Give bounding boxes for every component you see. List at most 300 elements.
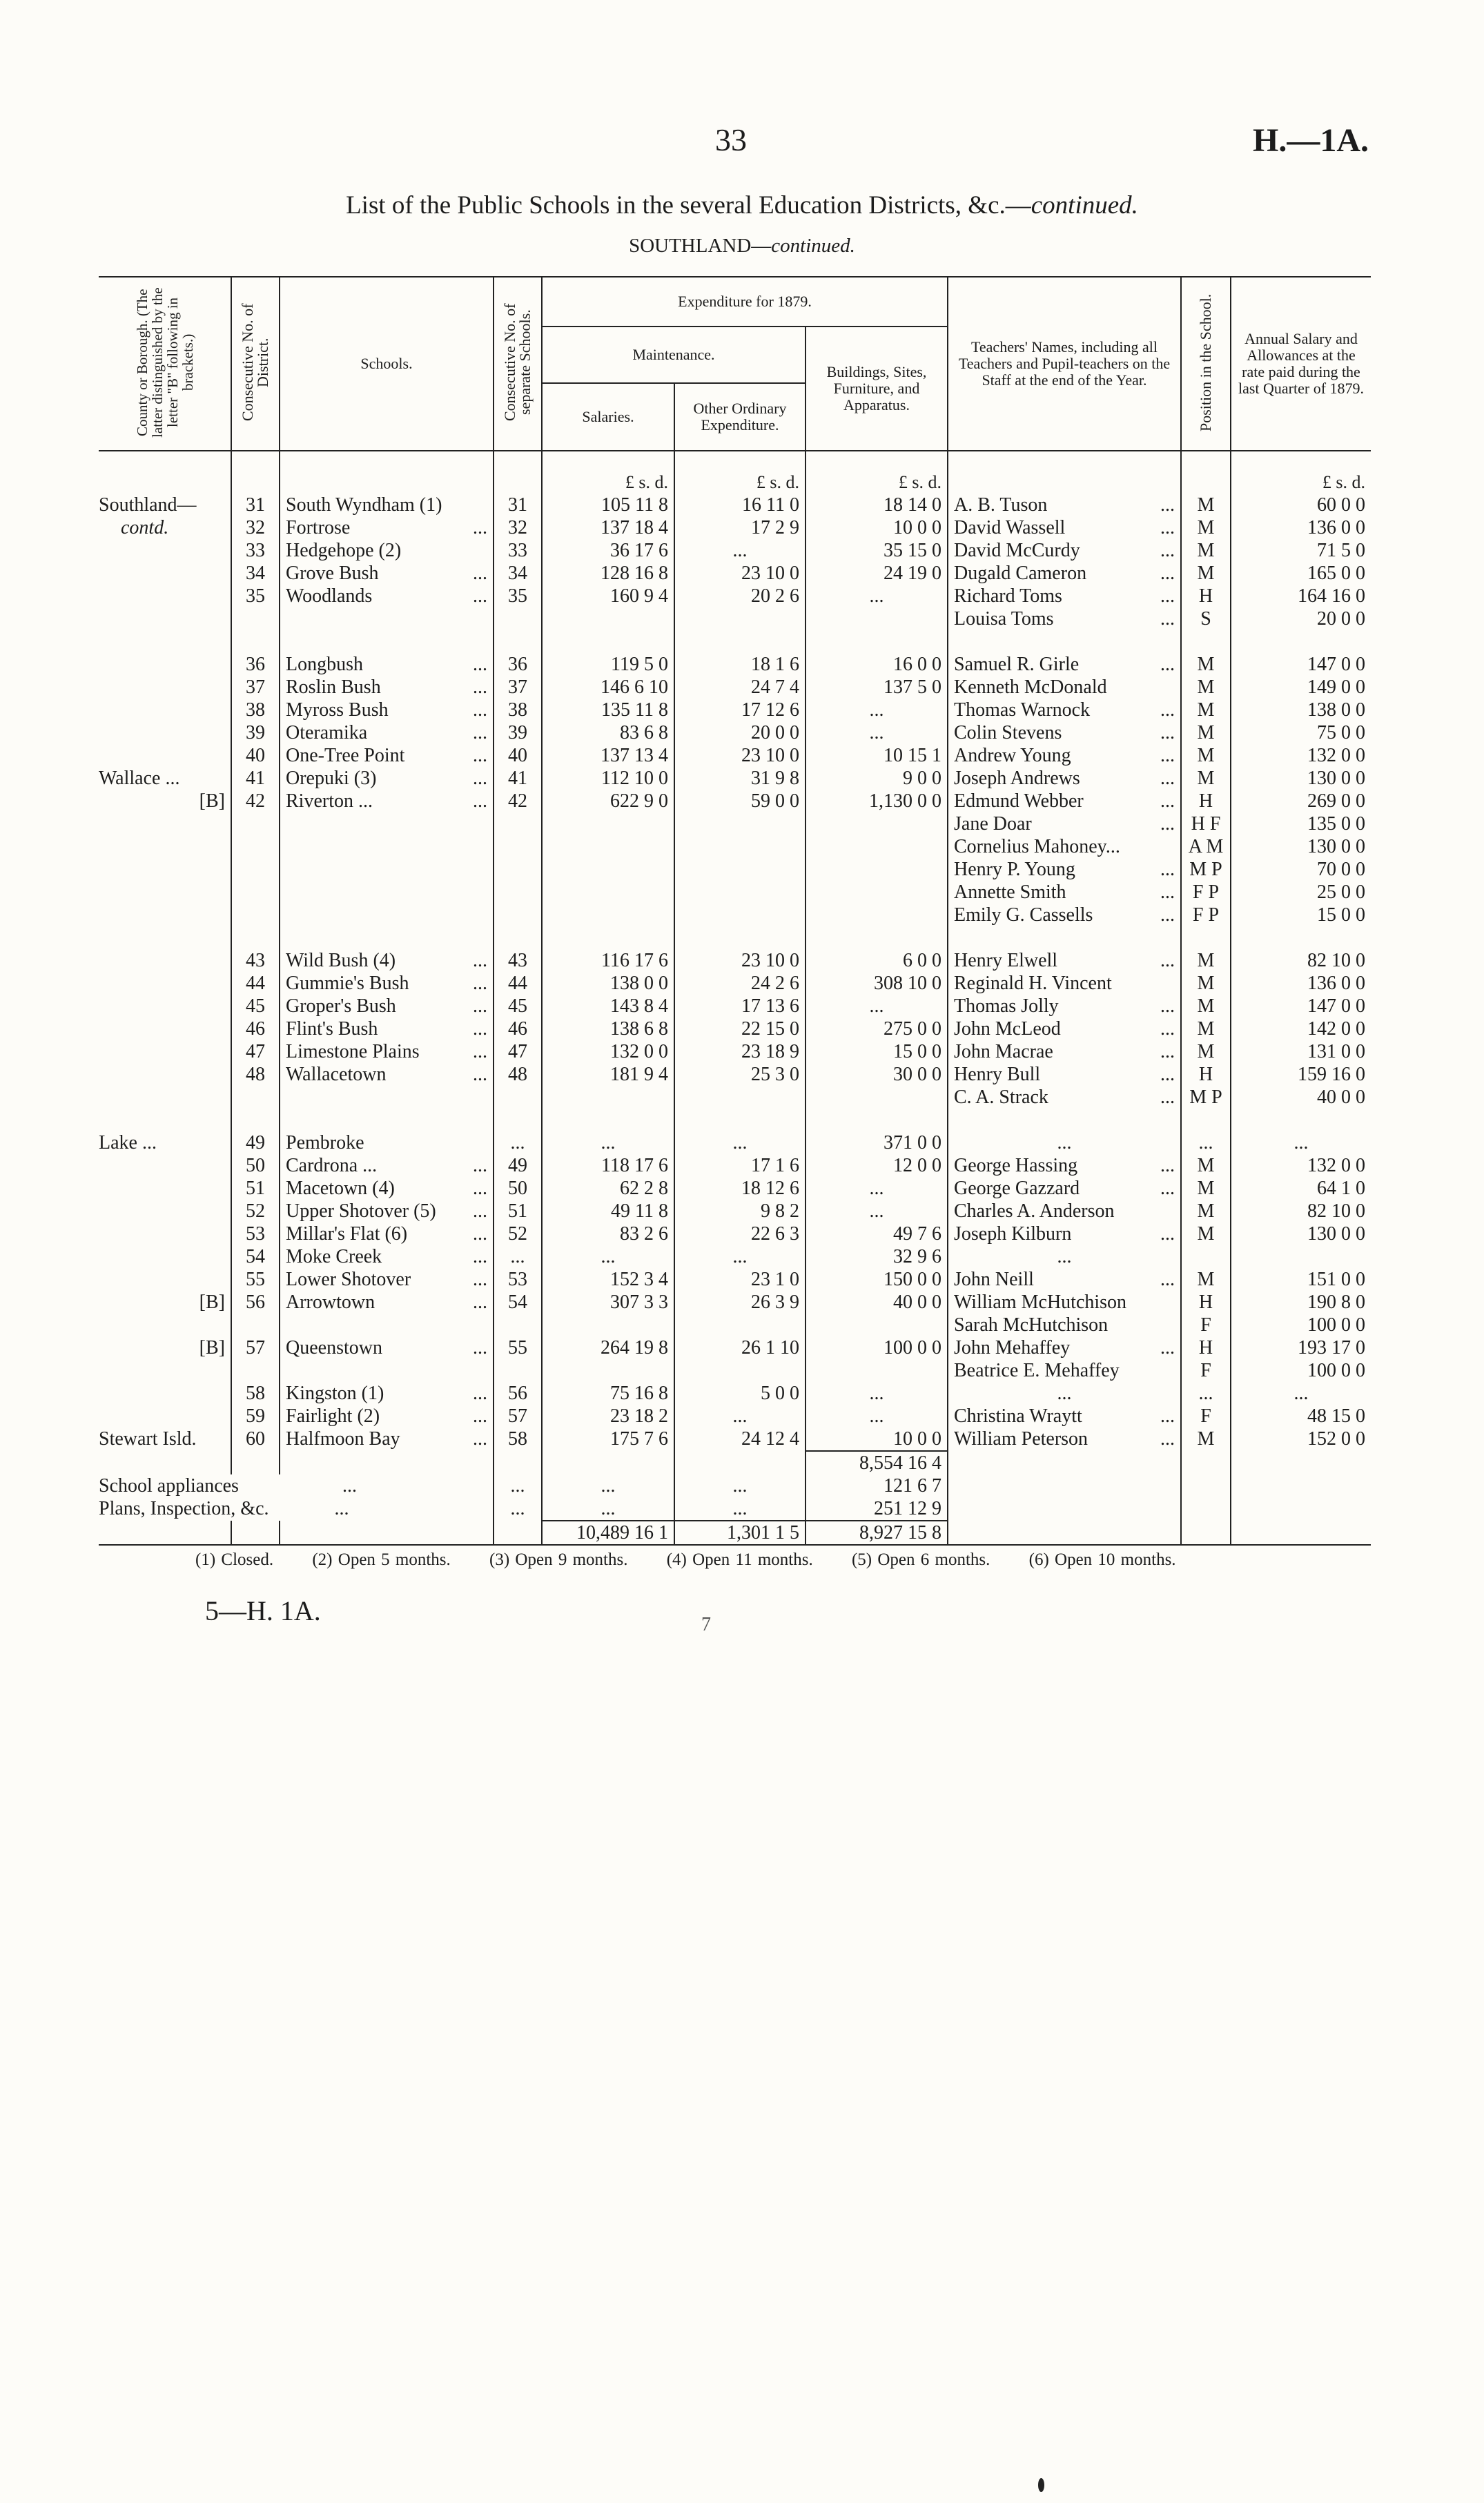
separate-no-cell: 53 <box>508 1269 527 1290</box>
annual-salary-cell: 82 10 0 <box>1307 1200 1365 1222</box>
dots: ... <box>1160 1223 1175 1245</box>
plans-sep-no: ... <box>494 1497 542 1521</box>
dots: ... <box>1160 654 1175 675</box>
units-spacer <box>494 451 542 494</box>
position-cell: A M <box>1188 836 1224 857</box>
annual-salary-cell: 131 0 0 <box>1307 1041 1365 1062</box>
table-row <box>99 1428 1371 1451</box>
teacher-name-cell: William McHutchison <box>954 1292 1127 1313</box>
title-text: List of the Public Schools in the several Education Districts, &c.— <box>346 191 1031 220</box>
table-row <box>99 1382 1371 1405</box>
other-expenditure-cell: 22 15 0 <box>741 1018 799 1040</box>
table-row <box>99 835 1371 858</box>
table-row <box>99 1291 1371 1314</box>
table-row <box>99 904 1371 926</box>
school-name-cell: South Wyndham (1) <box>286 494 442 516</box>
other-expenditure-cell: 17 2 9 <box>751 517 799 538</box>
county-cell: [B] <box>199 1337 225 1358</box>
appliances-salaries: ... <box>542 1474 674 1497</box>
separate-no-cell: 36 <box>508 654 527 675</box>
other-expenditure-cell: 23 10 0 <box>741 950 799 971</box>
buildings-cell: 100 0 0 <box>883 1337 941 1358</box>
separate-no-cell: 50 <box>508 1178 527 1199</box>
dots: ... <box>473 995 487 1017</box>
teacher-name-cell: ... <box>1057 1383 1072 1404</box>
school-name-cell: Roslin Bush <box>286 676 381 698</box>
salaries-cell: 132 0 0 <box>610 1041 668 1062</box>
other-expenditure-cell: 20 2 6 <box>751 585 799 607</box>
sheet-mark: 5—H. 1A. <box>205 1595 321 1626</box>
dots: ... <box>473 1200 487 1222</box>
annual-salary-cell: 190 8 0 <box>1307 1292 1365 1313</box>
dots: ... <box>473 950 487 971</box>
salaries-cell: 119 5 0 <box>611 654 668 675</box>
dots: ... <box>473 699 487 721</box>
dots: ... <box>473 1246 487 1267</box>
subtitle-region: SOUTHLAND— <box>629 235 772 257</box>
table-row <box>99 1154 1371 1177</box>
other-expenditure-cell: 25 3 0 <box>751 1064 799 1085</box>
annual-salary-cell: 100 0 0 <box>1307 1360 1365 1381</box>
footnote: (4) Open 11 months. <box>666 1550 813 1569</box>
header-expenditure: Expenditure for 1879. <box>542 277 948 327</box>
buildings-cell: 150 0 0 <box>883 1269 941 1290</box>
units-other: £ s. d. <box>674 451 806 494</box>
district-no-cell: 53 <box>246 1223 265 1245</box>
district-no-cell: 32 <box>246 517 265 538</box>
separate-no-cell: 32 <box>508 517 527 538</box>
annual-salary-cell: 165 0 0 <box>1307 563 1365 584</box>
dots: ... <box>473 722 487 743</box>
annual-salary-cell: 136 0 0 <box>1307 973 1365 994</box>
annual-salary-cell: 135 0 0 <box>1307 813 1365 835</box>
separate-no-cell: 51 <box>508 1200 527 1222</box>
annual-salary-cell: 147 0 0 <box>1307 654 1365 675</box>
plans-salaries: ... <box>542 1497 674 1521</box>
salaries-cell: ... <box>601 1246 616 1267</box>
table-row <box>99 1405 1371 1428</box>
district-no-cell: 34 <box>246 563 265 584</box>
annual-salary-cell: 130 0 0 <box>1307 1223 1365 1245</box>
county-cell: Wallace ... <box>99 768 180 789</box>
document-reference: H.—1A. <box>1253 122 1369 159</box>
teacher-name-cell: Thomas Warnock <box>954 699 1091 721</box>
school-name-cell: Groper's Bush <box>286 995 396 1017</box>
page-subtitle <box>0 235 1484 257</box>
other-expenditure-cell: 23 18 9 <box>741 1041 799 1062</box>
county-cell: [B] <box>199 790 225 812</box>
salaries-cell: 137 18 4 <box>601 517 668 538</box>
annual-salary-cell: 130 0 0 <box>1307 836 1365 857</box>
position-cell: S <box>1200 608 1211 630</box>
school-name-cell: Fairlight (2) <box>286 1405 380 1427</box>
table-row <box>99 1336 1371 1359</box>
school-name-cell: Woodlands <box>286 585 373 607</box>
dots: ... <box>473 1405 487 1427</box>
table-footer <box>99 1451 1371 1547</box>
page-number: 33 <box>715 122 747 157</box>
buildings-cell: 30 0 0 <box>893 1064 941 1085</box>
page-title <box>0 191 1484 220</box>
teacher-name-cell: Emily G. Cassells <box>954 904 1093 926</box>
annual-salary-cell: 48 15 0 <box>1307 1405 1365 1427</box>
salaries-cell: 181 9 4 <box>610 1064 668 1085</box>
teacher-name-cell: ... <box>1057 1246 1072 1267</box>
position-cell: H <box>1198 790 1213 812</box>
buildings-cell: 49 7 6 <box>893 1223 941 1245</box>
dots: ... <box>1160 517 1175 538</box>
district-no-cell: 60 <box>246 1428 265 1450</box>
annual-salary-cell: 164 16 0 <box>1298 585 1365 607</box>
separate-no-cell: 34 <box>508 563 527 584</box>
dots: ... <box>473 1383 487 1404</box>
table-row <box>99 1063 1371 1086</box>
table-row <box>99 790 1371 812</box>
position-cell: F P <box>1192 904 1220 926</box>
other-expenditure-cell: ... <box>732 1246 748 1267</box>
dots: ... <box>1160 950 1175 971</box>
buildings-cell: 1,130 0 0 <box>869 790 941 812</box>
buildings-cell: 18 14 0 <box>883 494 941 516</box>
position-cell: ... <box>1198 1383 1213 1404</box>
buildings-cell: 308 10 0 <box>874 973 941 994</box>
position-cell: M <box>1197 1269 1215 1290</box>
dots: ... <box>1160 608 1175 630</box>
other-expenditure-cell: 9 8 2 <box>761 1200 799 1222</box>
school-name-cell: Longbush <box>286 654 363 675</box>
separate-no-cell: ... <box>510 1132 525 1153</box>
dots: ... <box>473 585 487 607</box>
position-cell: M <box>1197 494 1215 516</box>
units-annual: £ s. d. <box>1231 451 1371 494</box>
table-row <box>99 812 1371 835</box>
footnote: (3) Open 9 months. <box>489 1550 628 1569</box>
other-expenditure-cell: 17 13 6 <box>741 995 799 1017</box>
teacher-name-cell: John Mehaffey <box>954 1337 1071 1358</box>
dots: ... <box>1160 1337 1175 1358</box>
teacher-name-cell: Charles A. Anderson <box>954 1200 1115 1222</box>
school-name-cell: Pembroke <box>286 1132 364 1153</box>
other-expenditure-cell: 24 2 6 <box>751 973 799 994</box>
schools-table <box>99 276 1371 1547</box>
header-schools: Schools. <box>280 277 494 451</box>
teacher-name-cell: John McLeod <box>954 1018 1061 1040</box>
school-name-cell: Grove Bush <box>286 563 379 584</box>
table-row <box>99 653 1371 676</box>
buildings-cell: 10 0 0 <box>893 517 941 538</box>
annual-salary-cell: 100 0 0 <box>1307 1314 1365 1336</box>
school-name-cell: Orepuki (3) <box>286 768 377 789</box>
dots: ... <box>1160 1041 1175 1062</box>
dots: ... <box>1160 563 1175 584</box>
salaries-cell: 146 6 10 <box>601 676 668 698</box>
dots: ... <box>473 1155 487 1176</box>
units-spacer <box>280 451 494 494</box>
buildings-cell: 10 15 1 <box>883 745 941 766</box>
separate-no-cell: 45 <box>508 995 527 1017</box>
dots: ... <box>473 1018 487 1040</box>
salaries-cell: 105 11 8 <box>601 494 668 516</box>
subtitle-continued: continued. <box>771 235 855 257</box>
buildings-cell: ... <box>869 1200 884 1222</box>
header-separate-no: Consecutive No. of separate Schools. <box>494 277 542 451</box>
buildings-cell: 275 0 0 <box>883 1018 941 1040</box>
district-no-cell: 33 <box>246 540 265 561</box>
annual-salary-cell: 20 0 0 <box>1317 608 1365 630</box>
annual-salary-cell: 142 0 0 <box>1307 1018 1365 1040</box>
dots: ... <box>1160 904 1175 926</box>
separate-no-cell: 44 <box>508 973 527 994</box>
plans-label: Plans, Inspection, &c. ... <box>99 1498 349 1519</box>
dots: ... <box>1160 722 1175 743</box>
separate-no-cell: 55 <box>508 1337 527 1358</box>
table-row <box>99 1017 1371 1040</box>
teacher-name-cell: Andrew Young <box>954 745 1071 766</box>
school-name-cell: Riverton ... <box>286 790 373 812</box>
row-spacer <box>99 1109 1371 1131</box>
school-name-cell: Cardrona ... <box>286 1155 378 1176</box>
dots: ... <box>473 1041 487 1062</box>
header-other-expenditure: Other Ordinary Expenditure. <box>674 383 806 451</box>
separate-no-cell: 56 <box>508 1383 527 1404</box>
dots: ... <box>473 563 487 584</box>
position-cell: M <box>1197 1200 1215 1222</box>
school-name-cell: Millar's Flat (6) <box>286 1223 408 1245</box>
header-annual-salary: Annual Salary and Allowances at the rate paid during the last Quarter of 1879. <box>1231 277 1371 451</box>
buildings-cell: 35 15 0 <box>883 540 941 561</box>
table-row <box>99 1086 1371 1109</box>
dots: ... <box>1160 768 1175 789</box>
dots: ... <box>1160 1064 1175 1085</box>
position-cell: M <box>1197 699 1215 721</box>
annual-salary-cell: 132 0 0 <box>1307 745 1365 766</box>
stray-mark: 7 <box>701 1614 711 1635</box>
table-row <box>99 1245 1371 1268</box>
table-row <box>99 995 1371 1017</box>
annual-salary-cell: 130 0 0 <box>1307 768 1365 789</box>
teacher-name-cell: Beatrice E. Mehaffey <box>954 1360 1120 1381</box>
units-spacer <box>1181 451 1231 494</box>
table-bottom-rule <box>99 1545 1371 1547</box>
table-row <box>99 539 1371 562</box>
position-cell: M <box>1197 517 1215 538</box>
buildings-cell: ... <box>869 1178 884 1199</box>
dots: ... <box>1160 1405 1175 1427</box>
buildings-cell: 371 0 0 <box>883 1132 941 1153</box>
footnote: (1) Closed. <box>195 1550 274 1569</box>
separate-no-cell: ... <box>510 1246 525 1267</box>
salaries-cell: 112 10 0 <box>601 768 668 789</box>
county-cell: contd. <box>121 517 169 538</box>
buildings-cell: 40 0 0 <box>893 1292 941 1313</box>
buildings-cell: ... <box>869 1405 884 1427</box>
school-name-cell: Wallacetown <box>286 1064 387 1085</box>
other-expenditure-cell: 22 6 3 <box>751 1223 799 1245</box>
annual-salary-cell: 60 0 0 <box>1317 494 1365 516</box>
annual-salary-cell: 138 0 0 <box>1307 699 1365 721</box>
teacher-name-cell: Henry Elwell <box>954 950 1058 971</box>
position-cell: M <box>1197 1041 1215 1062</box>
annual-salary-cell: 132 0 0 <box>1307 1155 1365 1176</box>
salaries-cell: 75 16 8 <box>610 1383 668 1404</box>
teacher-name-cell: John Neill <box>954 1269 1034 1290</box>
district-no-cell: 35 <box>246 585 265 607</box>
district-no-cell: 49 <box>246 1132 265 1153</box>
salaries-cell: 138 0 0 <box>610 973 668 994</box>
separate-no-cell: 48 <box>508 1064 527 1085</box>
header-teachers: Teachers' Names, including all Teachers and Pupil-teachers on the Staff at the end of the Year. <box>948 277 1181 451</box>
school-name-cell: Fortrose <box>286 517 351 538</box>
plans-buildings: 251 12 9 <box>806 1497 948 1521</box>
table-row <box>99 676 1371 699</box>
school-name-cell: Kingston (1) <box>286 1383 384 1404</box>
footnote: (2) Open 5 months. <box>312 1550 451 1569</box>
teacher-name-cell: Christina Wraytt <box>954 1405 1082 1427</box>
district-no-cell: 48 <box>246 1064 265 1085</box>
dots: ... <box>473 1064 487 1085</box>
teacher-name-cell: ... <box>1057 1132 1072 1153</box>
salaries-cell: 23 18 2 <box>610 1405 668 1427</box>
separate-no-cell: 41 <box>508 768 527 789</box>
county-cell: Stewart Isld. <box>99 1428 197 1450</box>
school-name-cell: Gummie's Bush <box>286 973 409 994</box>
annual-salary-cell: 15 0 0 <box>1317 904 1365 926</box>
separate-no-cell: 35 <box>508 585 527 607</box>
annual-salary-cell: ... <box>1293 1383 1309 1404</box>
separate-no-cell: 40 <box>508 745 527 766</box>
separate-no-cell: 33 <box>508 540 527 561</box>
other-expenditure-cell: 59 0 0 <box>751 790 799 812</box>
teacher-name-cell: Richard Toms <box>954 585 1062 607</box>
annual-salary-cell: 82 10 0 <box>1307 950 1365 971</box>
position-cell: M <box>1197 540 1215 561</box>
appliances-other: ... <box>674 1474 806 1497</box>
district-no-cell: 36 <box>246 654 265 675</box>
salaries-cell: 143 8 4 <box>610 995 668 1017</box>
position-cell: H <box>1198 1064 1213 1085</box>
teacher-name-cell: Thomas Jolly <box>954 995 1059 1017</box>
other-expenditure-cell: 18 12 6 <box>741 1178 799 1199</box>
district-no-cell: 40 <box>246 745 265 766</box>
dots: ... <box>473 1178 487 1199</box>
county-cell: Southland— <box>99 494 197 516</box>
other-expenditure-cell: 26 1 10 <box>741 1337 799 1358</box>
buildings-cell: ... <box>869 699 884 721</box>
dots: ... <box>1160 813 1175 835</box>
district-no-cell: 51 <box>246 1178 265 1199</box>
header-county: County or Borough. (The latter distinguished by the letter "B" following in brackets.) <box>99 277 231 451</box>
table-row <box>99 1040 1371 1063</box>
teacher-name-cell: A. B. Tuson <box>954 494 1048 516</box>
school-name-cell: Macetown (4) <box>286 1178 395 1199</box>
district-no-cell: 31 <box>246 494 265 516</box>
buildings-cell: 6 0 0 <box>903 950 941 971</box>
position-cell: M <box>1197 1018 1215 1040</box>
annual-salary-cell: ... <box>1293 1132 1309 1153</box>
annual-salary-cell: 64 1 0 <box>1317 1178 1365 1199</box>
buildings-cell: ... <box>869 585 884 607</box>
annual-salary-cell: 152 0 0 <box>1307 1428 1365 1450</box>
teacher-name-cell: Jane Doar <box>954 813 1032 835</box>
dots: ... <box>1160 1428 1175 1450</box>
other-expenditure-cell: 20 0 0 <box>751 722 799 743</box>
total-buildings: 8,927 15 8 <box>806 1521 948 1545</box>
teacher-name-cell: David McCurdy <box>954 540 1080 561</box>
appliances-buildings: 121 6 7 <box>806 1474 948 1497</box>
dots: ... <box>473 1269 487 1290</box>
dots: ... <box>1160 859 1175 880</box>
dots: ... <box>1160 699 1175 721</box>
position-cell: M <box>1197 950 1215 971</box>
salaries-cell: 83 2 6 <box>620 1223 668 1245</box>
table-row <box>99 1131 1371 1154</box>
units-buildings: £ s. d. <box>806 451 948 494</box>
salaries-cell: 622 9 0 <box>610 790 668 812</box>
annual-salary-cell: 71 5 0 <box>1317 540 1365 561</box>
dots: ... <box>473 973 487 994</box>
salaries-cell: 175 7 6 <box>610 1428 668 1450</box>
other-expenditure-cell: 23 10 0 <box>741 563 799 584</box>
other-expenditure-cell: 26 3 9 <box>751 1292 799 1313</box>
position-cell: H <box>1198 1337 1213 1358</box>
table-row <box>99 1200 1371 1223</box>
annual-salary-cell: 269 0 0 <box>1307 790 1365 812</box>
dots: ... <box>473 654 487 675</box>
buildings-cell: 10 0 0 <box>893 1428 941 1450</box>
school-name-cell: One-Tree Point <box>286 745 405 766</box>
buildings-cell: ... <box>869 1383 884 1404</box>
buildings-cell: 16 0 0 <box>893 654 941 675</box>
table-row <box>99 721 1371 744</box>
footnote: (6) Open 10 months. <box>1028 1550 1176 1569</box>
teacher-name-cell: Joseph Andrews <box>954 768 1080 789</box>
buildings-cell: ... <box>869 722 884 743</box>
units-spacer <box>99 451 231 494</box>
position-cell: H <box>1198 1292 1213 1313</box>
separate-no-cell: 42 <box>508 790 527 812</box>
dots: ... <box>1160 540 1175 561</box>
salaries-cell: ... <box>601 1132 616 1153</box>
other-expenditure-cell: ... <box>732 1132 748 1153</box>
salaries-cell: 49 11 8 <box>611 1200 668 1222</box>
position-cell: M <box>1197 676 1215 698</box>
salaries-cell: 36 17 6 <box>610 540 668 561</box>
teacher-name-cell: Henry Bull <box>954 1064 1041 1085</box>
plans-other: ... <box>674 1497 806 1521</box>
district-no-cell: 39 <box>246 722 265 743</box>
salaries-cell: 135 11 8 <box>601 699 668 721</box>
position-cell: H <box>1198 585 1213 607</box>
dots: ... <box>473 676 487 698</box>
salaries-cell: 83 6 8 <box>620 722 668 743</box>
appliances-sep-no: ... <box>494 1474 542 1497</box>
separate-no-cell: 31 <box>508 494 527 516</box>
header-position: Position in the School. <box>1181 277 1231 451</box>
table-row <box>99 494 1371 516</box>
other-expenditure-cell: 24 7 4 <box>751 676 799 698</box>
teacher-name-cell: Dugald Cameron <box>954 563 1087 584</box>
dots: ... <box>1160 1087 1175 1108</box>
annual-salary-cell: 70 0 0 <box>1317 859 1365 880</box>
separate-no-cell: 58 <box>508 1428 527 1450</box>
buildings-cell: 24 19 0 <box>883 563 941 584</box>
buildings-cell: 9 0 0 <box>903 768 941 789</box>
dots: ... <box>1160 1178 1175 1199</box>
total-other: 1,301 1 5 <box>674 1521 806 1545</box>
school-name-cell: Upper Shotover (5) <box>286 1200 436 1222</box>
teacher-name-cell: Reginald H. Vincent <box>954 973 1112 994</box>
district-no-cell: 42 <box>246 790 265 812</box>
